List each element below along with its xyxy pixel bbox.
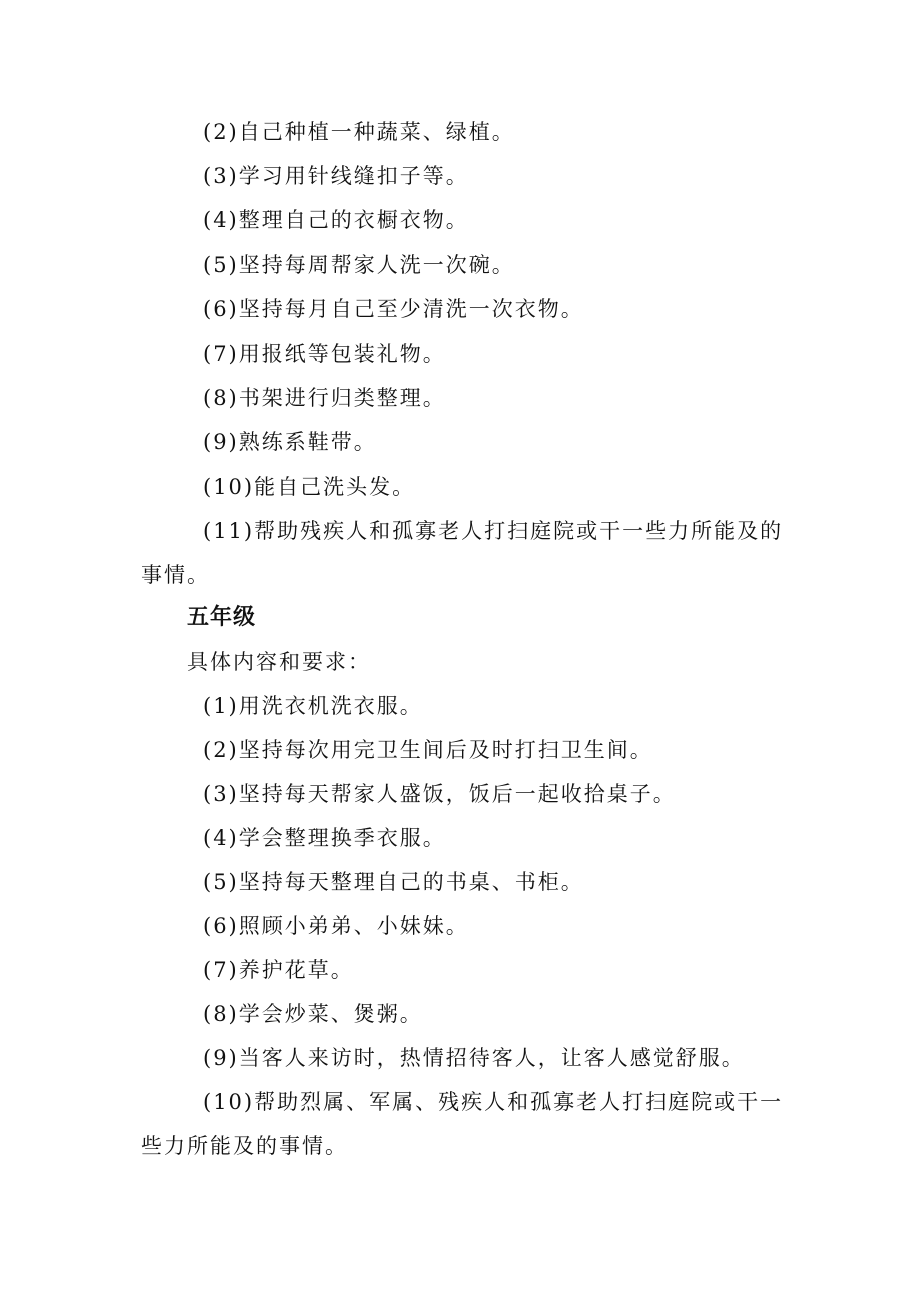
section-subheading: 具体内容和要求：: [187, 650, 371, 674]
list-item: (8)学会炒菜、煲粥。: [203, 1002, 423, 1026]
list-item: (5)坚持每天整理自己的书桌、书柜。: [203, 870, 584, 894]
list-item-11-line1: (11)帮助残疾人和孤寡老人打扫庭院或干一些力所能及的: [203, 519, 784, 543]
list-item-10-line2: 些力所能及的事情。: [141, 1134, 348, 1158]
list-item: (4)整理自己的衣橱衣物。: [203, 208, 469, 232]
list-item: (8)书架进行归类整理。: [203, 386, 446, 410]
list-item: (2)坚持每次用完卫生间后及时打扫卫生间。: [203, 738, 653, 762]
list-item: (5)坚持每周帮家人洗一次碗。: [203, 253, 515, 277]
list-item: (4)学会整理换季衣服。: [203, 826, 446, 850]
list-item: (6)坚持每月自己至少清洗一次衣物。: [203, 297, 584, 321]
list-item: (3)学习用针线缝扣子等。: [203, 164, 469, 188]
list-item-11-line2: 事情。: [141, 563, 210, 587]
section-heading: 五年级: [187, 605, 257, 630]
list-item: (10)能自己洗头发。: [203, 475, 416, 499]
list-item: (7)用报纸等包装礼物。: [203, 342, 446, 366]
list-item: (3)坚持每天帮家人盛饭，饭后一起收拾桌子。: [203, 782, 676, 806]
list-item: (9)熟练系鞋带。: [203, 430, 377, 454]
list-item: (7)养护花草。: [203, 958, 354, 982]
list-item: (2)自己种植一种蔬菜、绿植。: [203, 120, 515, 144]
list-item: (1)用洗衣机洗衣服。: [203, 694, 423, 718]
list-item-10-line1: (10)帮助烈属、军属、残疾人和孤寡老人打扫庭院或干一: [203, 1090, 784, 1114]
list-item: (6)照顾小弟弟、小妹妹。: [203, 914, 469, 938]
list-item: (9)当客人来访时，热情招待客人，让客人感觉舒服。: [203, 1046, 745, 1070]
